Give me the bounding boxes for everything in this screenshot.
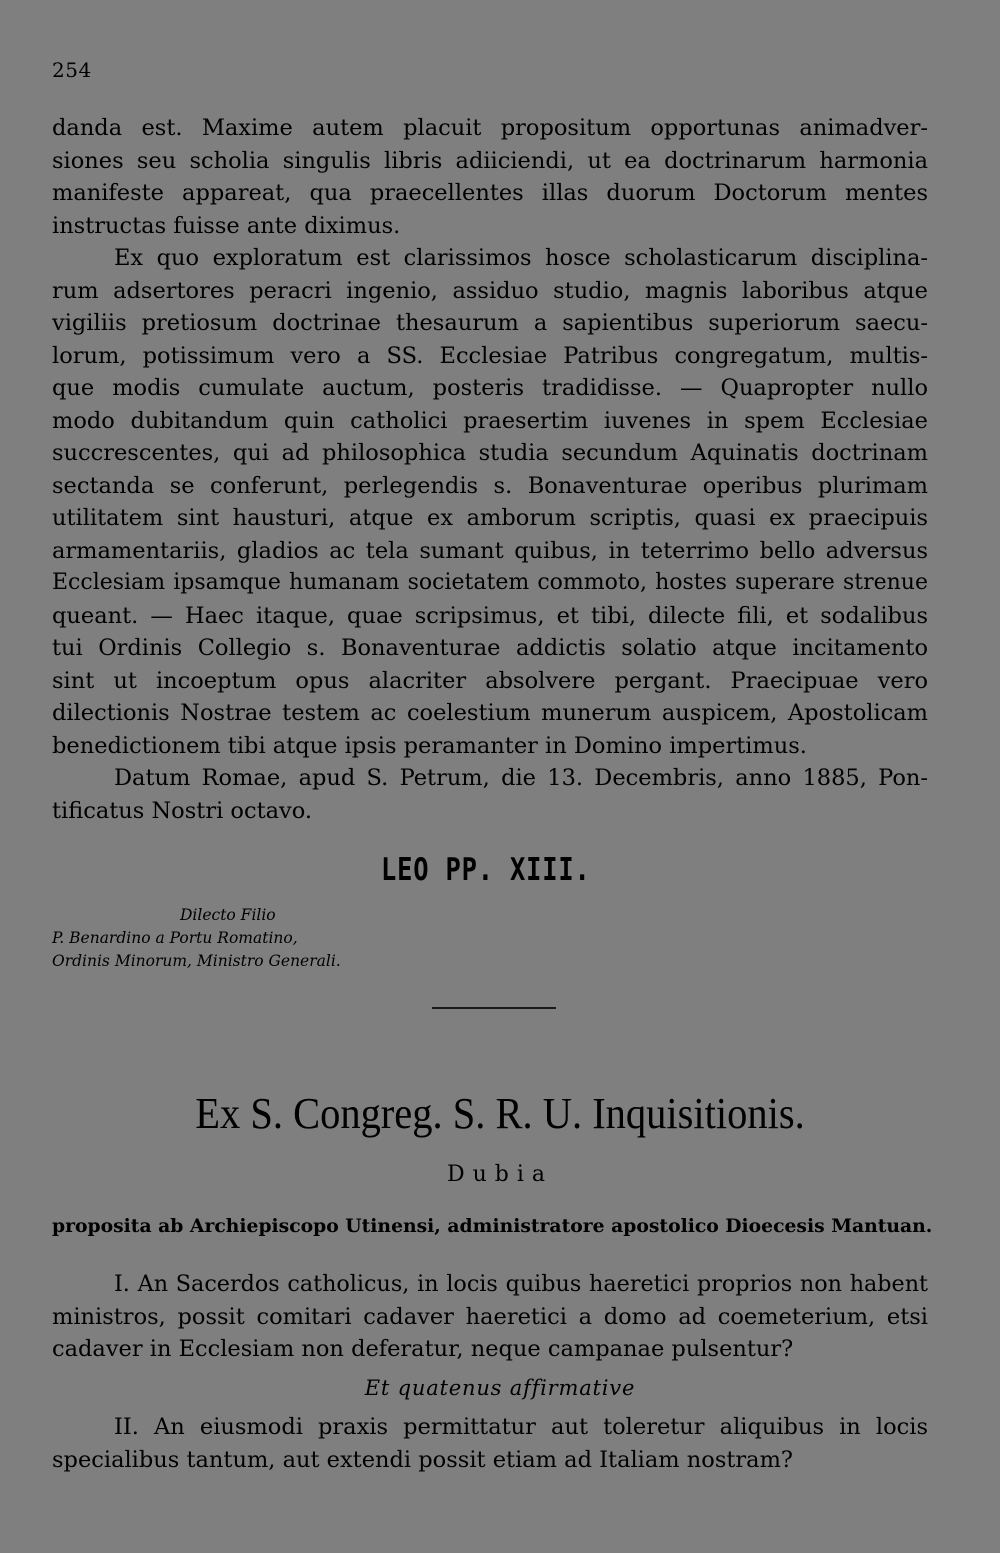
text-line: ministros, possit comitari cadaver haeretici a domo ad coemeterium, etsi [52,1303,928,1330]
text-line: manifeste appareat, qua praecellentes illas duorum Doctorum mentes [52,180,928,206]
section-divider [432,1007,556,1009]
text-line: tificatus Nostri octavo. [52,797,313,824]
text-line: que modis cumulate auctum, posteris tradidisse. — Quapropter nullo [52,375,928,401]
text-line: dilectionis Nostrae testem ac coelestium munerum auspicem, Apostolicam [52,700,928,726]
text-line: instructas fuisse ante diximus. [52,212,401,239]
text-line: benedictionem tibi atque ipsis peramanter in Domino impertimus. [52,732,807,759]
question-1 [52,1268,928,1366]
addressee-line: P. Benardino a Portu Romatino, [52,929,298,947]
text-line: armamentariis, gladios ac tela sumant quibus, in teterrimo bello adversus [52,537,928,564]
text-line: sectanda se conferunt, perlegendis s. Bonaventurae operibus plurimam [52,472,928,499]
text-line: siones seu scholia singulis libris adiiciendi, ut ea doctrinarum harmonia [52,147,928,174]
text-line: lorum, potissimum vero a SS. Ecclesiae Patribus congregatum, multis- [52,342,928,369]
text-line: tui Ordinis Collegio s. Bonaventurae addictis solatio atque incitamento [52,635,928,661]
papal-signature: LEO PP. XIII. [381,852,591,888]
addressee-block [52,904,341,973]
text-line: queant. — Haec itaque, quae scripsimus, et tibi, dilecte fili, et sodalibus [52,602,928,629]
text-line: specialibus tantum, aut extendi possit etiam ad Italiam nostram? [52,1446,793,1473]
paragraph-3 [52,762,928,827]
section-title: Ex S. Congreg. S. R. U. Inquisitionis. [195,1089,805,1138]
question-note: Et quatenus affirmative [364,1376,636,1400]
section-subtitle: Dubia [446,1162,554,1187]
text-line: vigiliis pretiosum doctrinae thesaurum a sapientibus superiorum saecu- [52,310,928,336]
addressee-line: Dilecto Filio [180,906,276,924]
text-line: rum adsertores peracri ingenio, assiduo studio, magnis laboribus atque [52,277,928,304]
paragraph-1 [52,112,928,242]
text-line: I. An Sacerdos catholicus, in locis quibus haeretici proprios non habent [114,1271,928,1297]
paragraph-2 [52,242,928,762]
proposita-heading: proposita ab Archiepiscopo Utinensi, administratore apostolico Dioecesis Mantuan. [52,1215,933,1237]
question-2 [52,1411,928,1476]
text-line: Ecclesiam ipsamque humanam societatem commoto, hostes superare strenue [52,570,928,595]
page-number: 254 [52,58,92,82]
text-line: modo dubitandum quin catholici praesertim iuvenes in spem Ecclesiae [52,407,928,434]
text-line: cadaver in Ecclesiam non deferatur, neque campanae pulsentur? [52,1336,794,1362]
text-line: sint ut incoeptum opus alacriter absolvere pergant. Praecipuae vero [52,667,928,694]
text-line: succrescentes, qui ad philosophica studia secundum Aquinatis doctrinam [52,440,928,466]
text-line: Ex quo exploratum est clarissimos hosce scholasticarum disciplina- [114,245,928,271]
text-line: Datum Romae, apud S. Petrum, die 13. Decembris, anno 1885, Pon- [114,765,928,791]
text-line: II. An eiusmodi praxis permittatur aut toleretur aliquibus in locis [114,1414,928,1440]
text-line: danda est. Maxime autem placuit propositum opportunas animadver- [52,115,928,141]
text-line: utilitatem sint hausturi, atque ex amborum scriptis, quasi ex praecipuis [52,505,928,531]
addressee-line: Ordinis Minorum, Ministro Generali. [52,952,341,970]
